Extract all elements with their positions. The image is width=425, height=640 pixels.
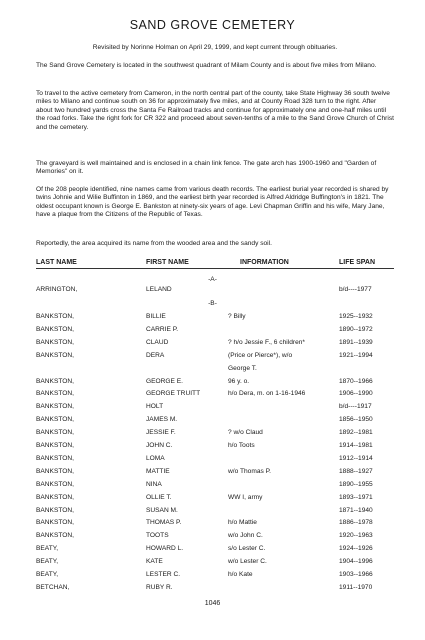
first-name-cell: LOMA	[146, 454, 165, 462]
table-row	[0, 532, 425, 542]
first-name-cell: JAMES M.	[146, 416, 178, 424]
last-name-cell: BEATY,	[36, 571, 59, 578]
table-row	[0, 571, 425, 581]
table-row	[0, 507, 425, 517]
life-span-cell: 1856--1950	[339, 416, 373, 424]
first-name-cell: OLLIE T.	[146, 493, 172, 501]
first-name-cell: NINA	[146, 480, 162, 488]
section-b-label: -B-	[208, 300, 217, 307]
information-cell: h/o Dera, m. on 1-16-1946	[228, 390, 306, 398]
information-cell: w/o Thomas P.	[228, 467, 272, 475]
first-name-cell: GEORGE E.	[146, 377, 184, 385]
last-name-cell: ARRINGTON,	[36, 286, 78, 293]
last-name-cell: BEATY,	[36, 558, 59, 566]
life-span-cell: 1904--1996	[339, 558, 373, 566]
information-cell: WW I, army	[228, 493, 263, 501]
information-cell: ? w/o Claud	[228, 429, 263, 437]
header-last-name: LAST NAME	[36, 259, 77, 266]
life-span-cell: 1912--1914	[339, 454, 373, 462]
last-name-cell: BANKSTON,	[36, 390, 74, 398]
table-row	[0, 339, 425, 349]
first-name-cell: HOWARD L.	[146, 545, 184, 553]
table-row	[0, 558, 425, 568]
information-cell: w/o Lester C.	[228, 558, 267, 566]
last-name-cell: BANKSTON,	[36, 519, 74, 527]
table-row	[0, 455, 425, 465]
directions-paragraph: To travel to the active cemetery from Cameron, in the north central part of the county, take State Highway 36 south twelve miles to Milano and continue south on 36 for approximately five miles, and at County Road 328 turn to the right. After about two hundred yards cross the Santa Fe Railroad tracks and continue for approximately one and one-half miles until the road forks. Take the right fork for CR 322 and proceed about seven-tenths of a mile to the Sand Grove Church of Christ and the cemetery.	[36, 90, 394, 131]
first-name-cell: HOLT	[146, 403, 164, 411]
life-span-cell: 1890--1972	[339, 325, 373, 333]
life-span-cell: 1903--1966	[339, 571, 373, 578]
life-span-cell: 1890--1955	[339, 480, 373, 488]
information-cell: w/o John C.	[228, 532, 263, 540]
table-row	[0, 468, 425, 478]
table-row	[0, 378, 425, 388]
table-row	[0, 286, 425, 296]
table-row	[0, 313, 425, 323]
table-row	[0, 416, 425, 426]
life-span-cell: b/d----1917	[339, 403, 372, 411]
first-name-cell: KATE	[146, 558, 163, 566]
first-name-cell: JOHN C.	[146, 442, 173, 449]
first-name-cell: LELAND	[146, 286, 172, 293]
last-name-cell: BANKSTON,	[36, 313, 74, 320]
last-name-cell: BANKSTON,	[36, 506, 74, 514]
people-paragraph: Of the 208 people identified, nine names came from various death records. The earliest burial year recorded is shared by twins Johnie and Wilie Buffinton in 1869, and the earliest birth year recorded is Alfred Aldridge Buffington's in 1821. The oldest occupant known is George E. Bankston at ninety-six years of age. Levi Chapman Griffin and his wife, Mary Jane, have a plaque from the Citizens of the Republic of Texas.	[36, 186, 389, 219]
table-row	[0, 584, 425, 594]
revisited-note: Revisited by Norinne Holman on April 29, 1999, and kept current through obituaries.	[92, 44, 338, 51]
table-row	[0, 442, 425, 452]
first-name-cell: TOOTS	[146, 532, 169, 540]
maintenance-paragraph: The graveyard is well maintained and is enclosed in a chain link fence. The gate arch has 1900-1960 and "Garden of Memories" on it.	[36, 160, 377, 176]
header-first-name: FIRST NAME	[146, 259, 189, 266]
table-row	[0, 326, 425, 336]
last-name-cell: BANKSTON,	[36, 325, 74, 333]
header-rule	[36, 268, 394, 269]
location-paragraph: The Sand Grove Cemetery is located in the southwest quadrant of Milam County and is about five miles from Milano.	[36, 62, 377, 69]
first-name-cell: CLAUD	[146, 338, 169, 346]
life-span-cell: 1906--1990	[339, 390, 373, 398]
table-row	[0, 545, 425, 555]
table-row	[0, 403, 425, 413]
last-name-cell: BANKSTON,	[36, 532, 74, 540]
last-name-cell: BANKSTON,	[36, 429, 74, 437]
first-name-cell: MATTIE	[146, 467, 170, 475]
table-row	[0, 352, 425, 362]
life-span-cell: 1871--1940	[339, 506, 373, 514]
life-span-cell: 1888--1927	[339, 467, 373, 475]
header-life-span: LIFE SPAN	[339, 259, 376, 266]
life-span-cell: b/d----1977	[339, 286, 372, 293]
first-name-cell: SUSAN M.	[146, 506, 178, 514]
life-span-cell: 1914--1981	[339, 442, 373, 449]
life-span-cell: 1891--1939	[339, 338, 373, 346]
table-row	[0, 365, 425, 375]
life-span-cell: 1924--1926	[339, 545, 373, 553]
first-name-cell: DERA	[146, 351, 165, 359]
life-span-cell: 1870--1966	[339, 377, 373, 385]
table-row	[0, 390, 425, 400]
last-name-cell: BETCHAN,	[36, 583, 70, 591]
page-title: SAND GROVE CEMETERY	[129, 18, 296, 32]
life-span-cell: 1920--1963	[339, 532, 373, 540]
first-name-cell: GEORGE TRUITT	[146, 390, 201, 398]
first-name-cell: RUBY R.	[146, 583, 173, 591]
information-cell: George T.	[228, 364, 257, 372]
last-name-cell: BANKSTON,	[36, 480, 74, 488]
first-name-cell: JESSIE F.	[146, 429, 176, 437]
information-cell: s/o Lester C.	[228, 545, 266, 553]
last-name-cell: BANKSTON,	[36, 493, 74, 501]
last-name-cell: BANKSTON,	[36, 442, 74, 449]
life-span-cell: 1925--1932	[339, 313, 373, 320]
last-name-cell: BANKSTON,	[36, 351, 74, 359]
first-name-cell: LESTER C.	[146, 571, 181, 578]
first-name-cell: CARRIE P.	[146, 325, 179, 333]
life-span-cell: 1892--1981	[339, 429, 373, 437]
information-cell: h/o Toots	[228, 442, 255, 449]
information-cell: h/o Kate	[228, 571, 253, 578]
information-cell: 96 y. o.	[228, 377, 250, 385]
information-cell: ? h/o Jessie F., 6 children*	[228, 338, 305, 346]
last-name-cell: BANKSTON,	[36, 377, 74, 385]
table-row	[0, 519, 425, 529]
first-name-cell: THOMAS P.	[146, 519, 182, 527]
table-row	[0, 429, 425, 439]
life-span-cell: 1921--1994	[339, 351, 373, 359]
life-span-cell: 1911--1970	[339, 583, 373, 591]
table-row	[0, 481, 425, 491]
last-name-cell: BANKSTON,	[36, 403, 74, 411]
header-information: INFORMATION	[240, 259, 289, 266]
information-cell: ? Billy	[228, 313, 246, 320]
life-span-cell: 1893--1971	[339, 493, 373, 501]
last-name-cell: BANKSTON,	[36, 416, 74, 424]
name-origin-paragraph: Reportedly, the area acquired its name from the wooded area and the sandy soil.	[36, 240, 272, 247]
last-name-cell: BEATY,	[36, 545, 59, 553]
first-name-cell: BILLIE	[146, 313, 166, 320]
information-cell: h/o Mattie	[228, 519, 257, 527]
life-span-cell: 1886--1978	[339, 519, 373, 527]
section-a-label: -A-	[208, 276, 217, 283]
information-cell: (Price or Pierce*), w/o	[228, 351, 293, 359]
last-name-cell: BANKSTON,	[36, 454, 74, 462]
last-name-cell: BANKSTON,	[36, 467, 74, 475]
table-row	[0, 494, 425, 504]
last-name-cell: BANKSTON,	[36, 338, 74, 346]
page-number: 1046	[204, 600, 221, 607]
